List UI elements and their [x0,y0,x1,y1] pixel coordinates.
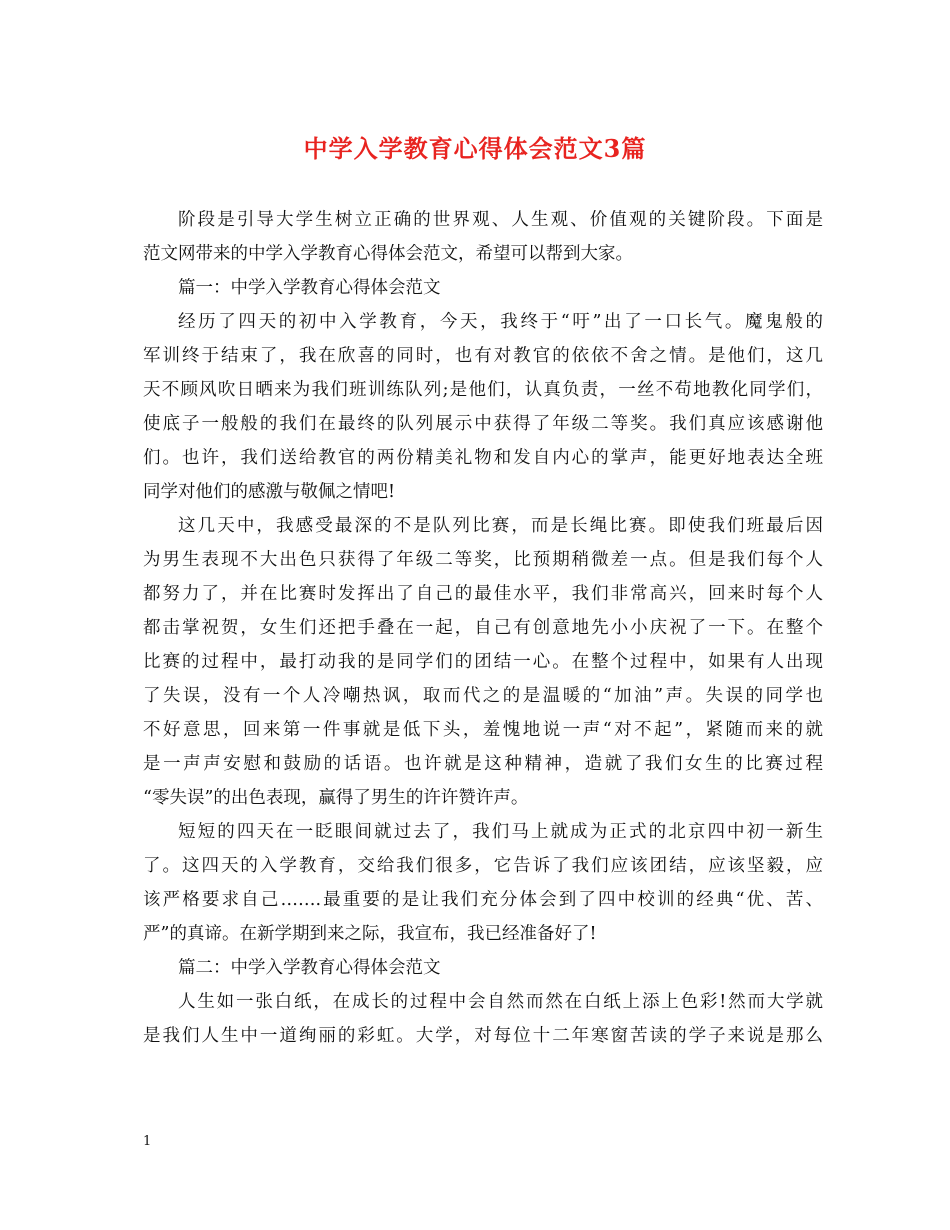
text-line: 短短的四天在一眨眼间就过去了，我们马上就成为正式的北京四中初一新生 [178,822,823,842]
text-line: 人生如一张白纸，在成长的过程中会自然而然在白纸上添上色彩!然而大学就 [178,992,823,1012]
text-line: 军训终于结束了，我在欣喜的同时，也有对教官的依依不舍之情。是他们，这几 [143,346,823,366]
text-line: 比赛的过程中，最打动我的是同学们的团结一心。在整个过程中，如果有人出现 [143,652,823,672]
text-line: 同学对他们的感激与敬佩之情吧! [143,482,396,502]
text-line: 篇二：中学入学教育心得体会范文 [178,958,441,978]
text-line: 了。这四天的入学教育，交给我们很多，它告诉了我们应该团结，应该坚毅，应 [143,856,823,876]
text-line: 这几天中，我感受最深的不是队列比赛，而是长绳比赛。即使我们班最后因 [178,516,823,536]
text-line: 不好意思，回来第一件事就是低下头，羞愧地说一声“对不起”，紧随而来的就 [143,720,823,740]
text-line: 为男生表现不大出色只获得了年级二等奖，比预期稍微差一点。但是我们每个人 [143,550,823,570]
text-line: 是我们人生中一道绚丽的彩虹。大学，对每位十二年寒窗苦读的学子来说是那么 [143,1026,823,1046]
document-title: 中学入学教育心得体会范文3篇 [303,134,647,163]
document-body [143,203,823,1053]
text-line: 经历了四天的初中入学教育，今天，我终于“吁”出了一口长气。魔鬼般的 [178,312,823,332]
text-line: 篇一：中学入学教育心得体会范文 [178,278,441,298]
text-line: 阶段是引导大学生树立正确的世界观、人生观、价值观的关键阶段。下面是 [178,210,823,230]
text-line: 们。也许，我们送给教官的两份精美礼物和发自内心的掌声，能更好地表达全班 [143,448,823,468]
text-line: 了失误，没有一个人冷嘲热讽，取而代之的是温暖的“加油”声。失误的同学也 [143,686,823,706]
text-line: 是一声声安慰和鼓励的话语。也许就是这种精神，造就了我们女生的比赛过程 [143,754,823,774]
text-line: 都击掌祝贺，女生们还把手叠在一起，自己有创意地先小小庆祝了一下。在整个 [143,618,823,638]
page-number: 1 [143,1134,152,1149]
text-line: 该严格要求自己…….最重要的是让我们充分体会到了四中校训的经典“优、苦、 [143,890,823,910]
text-line: 使底子一般般的我们在最终的队列展示中获得了年级二等奖。我们真应该感谢他 [143,414,823,434]
text-line: “零失误”的出色表现，赢得了男生的许许赞许声。 [143,788,529,808]
text-line: 都努力了，并在比赛时发挥出了自己的最佳水平，我们非常高兴，回来时每个人 [143,584,823,604]
text-line: 范文网带来的中学入学教育心得体会范文，希望可以帮到大家。 [143,244,633,264]
text-line: 严”的真谛。在新学期到来之际，我宣布，我已经准备好了! [143,924,597,944]
text-line: 天不顾风吹日晒来为我们班训练队列;是他们，认真负责，一丝不苟地教化同学们， [143,380,823,400]
